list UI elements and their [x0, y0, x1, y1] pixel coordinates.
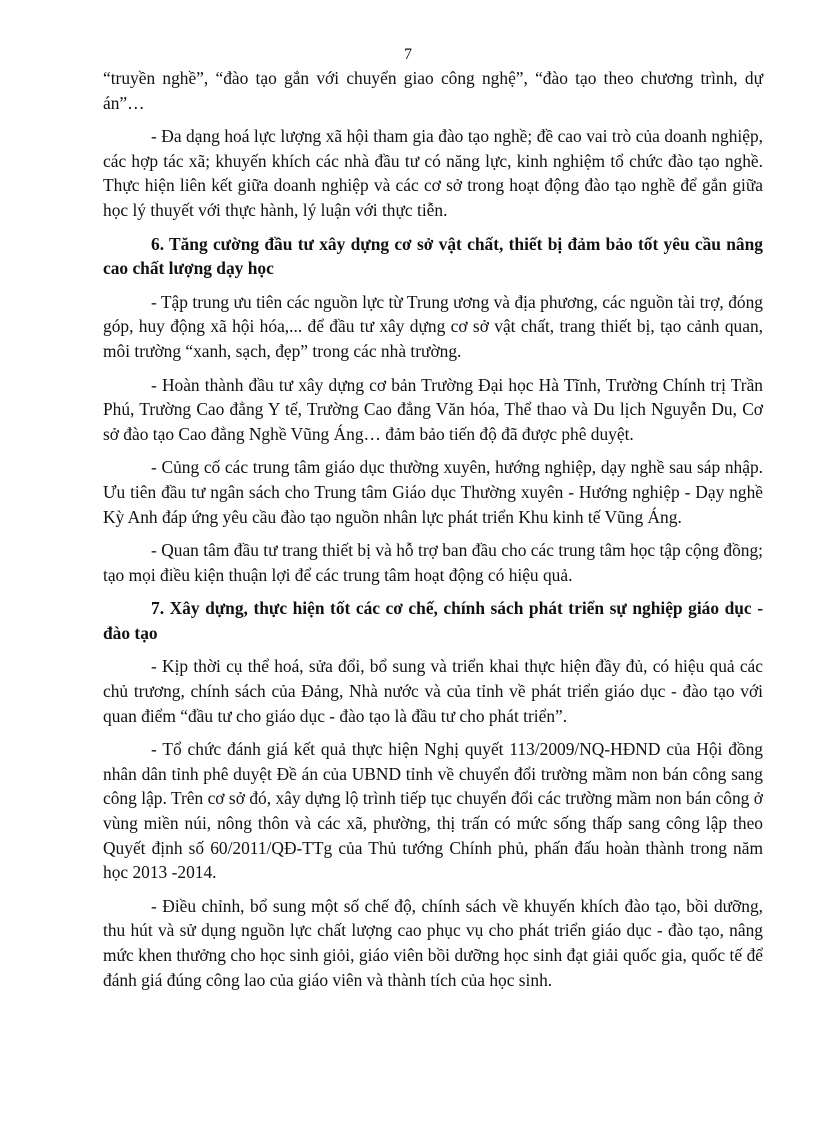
section-heading-6: 6. Tăng cường đầu tư xây dựng cơ sở vật chất, thiết bị đảm bảo tốt yêu cầu nâng cao chất lượng dạy học [103, 233, 763, 279]
page-number: 7 [404, 46, 412, 63]
paragraph-continued: “truyền nghề”, “đào tạo gắn với chuyển giao công nghệ”, “đào tạo theo chương trình, dự án”… [103, 68, 763, 113]
paragraph: - Củng cố các trung tâm giáo dục thường xuyên, hướng nghiệp, dạy nghề sau sáp nhập. Ưu tiên đầu tư ngân sách cho Trung tâm Giáo dục Thường xuyên - Hướng nghiệp - Dạy nghề Kỳ Anh đáp ứng yêu cầu đào tạo nguồn nhân lực phát triển Khu kinh tế Vũng Áng. [103, 457, 763, 527]
section-heading-7: 7. Xây dựng, thực hiện tốt các cơ chế, chính sách phát triển sự nghiệp giáo dục - đào tạo [103, 598, 763, 643]
paragraph: - Kịp thời cụ thể hoá, sửa đổi, bổ sung và triển khai thực hiện đầy đủ, có hiệu quả các chủ trương, chính sách của Đảng, Nhà nước và của tỉnh về phát triển giáo dục - đào tạo với quan điểm “đầu tư cho giáo dục - đào tạo là đầu tư cho phát triển”. [103, 656, 763, 726]
paragraph: - Đa dạng hoá lực lượng xã hội tham gia đào tạo nghề; đề cao vai trò của doanh nghiệp, các hợp tác xã; khuyến khích các nhà đầu tư có năng lực, kinh nghiệm tổ chức đào tạo nghề. Thực hiện liên kết giữa doanh nghiệp và các cơ sở trong hoạt động đào tạo nghề để gắn giữa học lý thuyết với thực hành, lý luận với thực tiễn. [103, 126, 763, 220]
paragraph: - Tổ chức đánh giá kết quả thực hiện Nghị quyết 113/2009/NQ-HĐND của Hội đồng nhân dân tỉnh phê duyệt Đề án của UBND tỉnh về chuyển đổi trường mầm non bán công sang công lập. Trên cơ sở đó, xây dựng lộ trình tiếp tục chuyển đổi các trường mầm non bán công ở vùng miền núi, nông thôn và các xã, phường, thị trấn có mức sống thấp sang công lập theo Quyết định số 60/2011/QĐ-TTg của Thủ tướng Chính phủ, phấn đấu hoàn thành trong năm học 2013 -2014. [103, 739, 763, 883]
paragraph: - Quan tâm đầu tư trang thiết bị và hỗ trợ ban đầu cho các trung tâm học tập cộng đồng; tạo mọi điều kiện thuận lợi để các trung tâm hoạt động có hiệu quả. [103, 540, 763, 585]
paragraph: - Tập trung ưu tiên các nguồn lực từ Trung ương và địa phương, các nguồn tài trợ, đóng góp, huy động xã hội hóa,... để đầu tư xây dựng cơ sở vật chất, trang thiết bị, tạo cảnh quan, môi trường “xanh, sạch, đẹp” trong các nhà trường. [103, 291, 763, 361]
page-body [103, 66, 763, 1001]
paragraph: - Điều chỉnh, bổ sung một số chế độ, chính sách về khuyến khích đào tạo, bồi dưỡng, thu hút và sử dụng nguồn lực chất lượng cao phục vụ cho phát triển giáo dục - đào tạo, nâng mức khen thưởng cho học sinh giỏi, giáo viên bồi dưỡng học sinh đạt giải quốc gia, quốc tế để đánh giá đúng công lao của giáo viên và thành tích của học sinh. [103, 895, 763, 990]
paragraph: - Hoàn thành đầu tư xây dựng cơ bản Trường Đại học Hà Tĩnh, Trường Chính trị Trần Phú, Trường Cao đẳng Y tế, Trường Cao đẳng Văn hóa, Thể thao và Du lịch Nguyễn Du, Cơ sở đào tạo Cao đẳng Nghề Vũng Áng… đảm bảo tiến độ đã được phê duyệt. [103, 374, 763, 444]
